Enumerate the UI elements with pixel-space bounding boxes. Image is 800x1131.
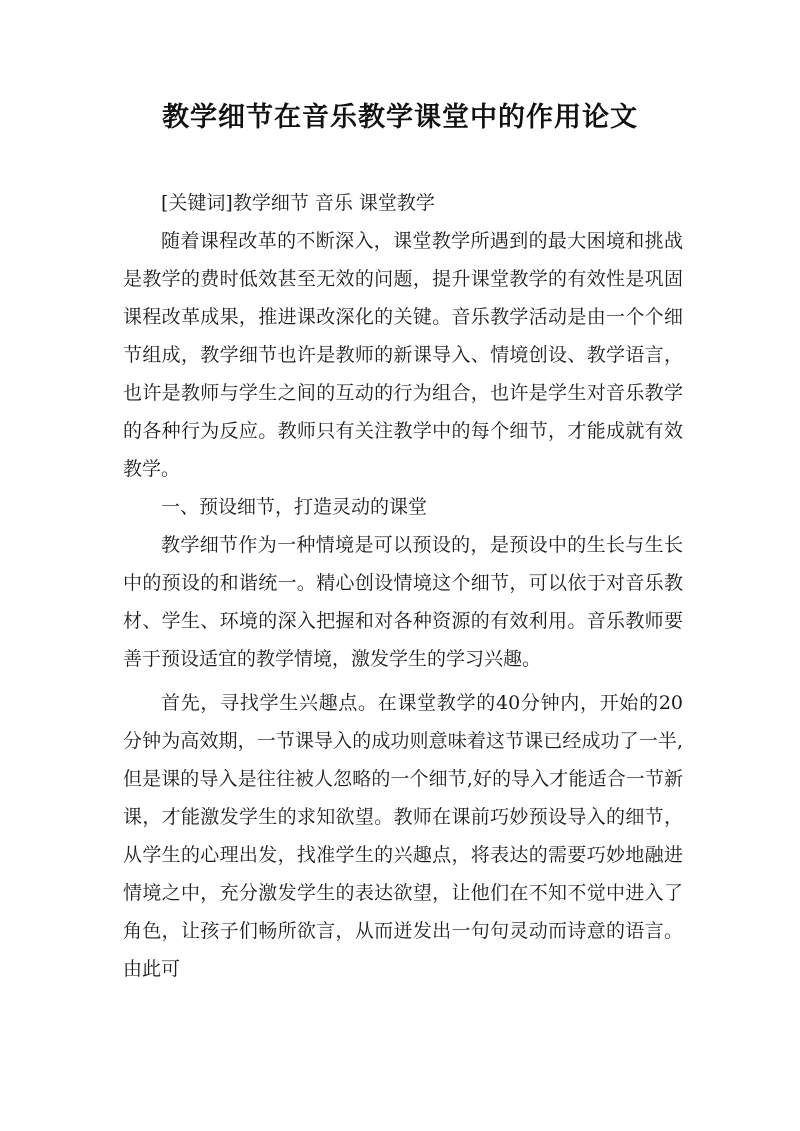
body-paragraph: 随着课程改革的不断深入，课堂教学所遇到的最大困境和挑战是教学的费时低效甚至无效的问题，提升课堂教学的有效性是巩固课程改革成果，推进课改深化的关键。音乐教学活动是由一个个细节组成，教学细节也许是教师的新课导入、情境创设、教学语言，也许是教师与学生之间的互动的行为组合，也许是学生对音乐教学的各种行为反应。教师只有关注教学中的每个细节，才能成就有效教学。 — [123, 230, 683, 480]
section-heading: 一、预设细节，打造灵动的课堂 — [161, 496, 428, 518]
body-paragraph: 首先，寻找学生兴趣点。在课堂教学的40分钟内，开始的20分钟为高效期，一节课导入的成功则意味着这节课已经成功了一半,但是课的导入是往往被人忽略的一个细节,好的导入才能适合一节新课，才能激发学生的求知欲望。教师在课前巧妙预设导入的细节，从学生的心理出发，找准学生的兴趣点，将表达的需要巧妙地融进情境之中，充分激发学生的表达欲望，让他们在不知不觉中进入了角色，让孩子们畅所欲言，从而迸发出一句句灵动而诗意的语言。由此可 — [123, 692, 683, 980]
keywords-paragraph: [关键词]教学细节 音乐 课堂教学 — [161, 192, 435, 214]
body-paragraph: 教学细节作为一种情境是可以预设的，是预设中的生长与生长中的预设的和谐统一。精心创设情境这个细节，可以依于对音乐教材、学生、环境的深入把握和对各种资源的有效利用。音乐教师要善于预设适宜的教学情境，激发学生的学习兴趣。 — [123, 534, 683, 670]
document-body — [123, 184, 683, 988]
document-title: 教学细节在音乐教学课堂中的作用论文 — [162, 102, 638, 133]
